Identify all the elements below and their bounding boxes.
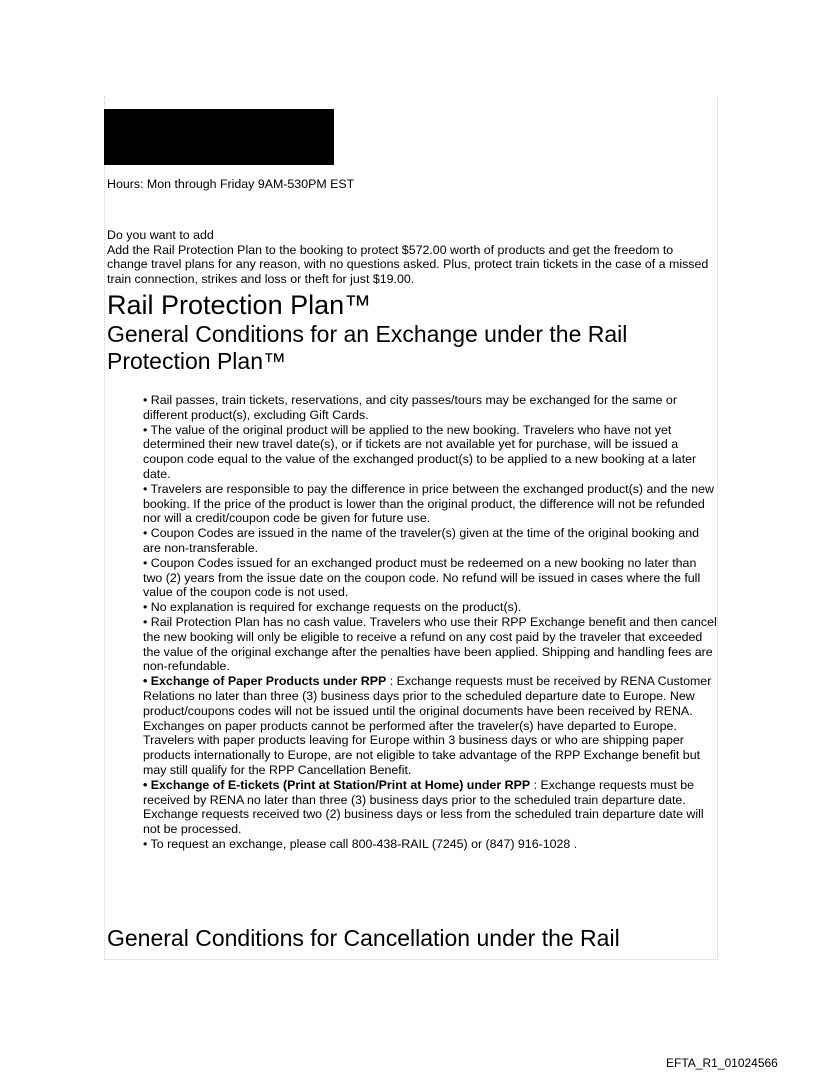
condition-item-paper-exchange [143, 674, 718, 778]
condition-item-contact [143, 837, 718, 852]
condition-item [143, 615, 718, 674]
condition-text: • Coupon Codes issued for an exchanged product must be redeemed on a new booking no later than two (2) years from the issue date on the coupon code. No refund will be issued in cases where the full value of the coupon code is not used. [143, 555, 701, 600]
document-id: EFTA_R1_01024566 [666, 1056, 778, 1070]
cancellation-heading: General Conditions for Cancellation under the Rail [107, 925, 620, 951]
condition-text: • Rail Protection Plan has no cash value. Travelers who use their RPP Exchange benefit and then cancel the new booking will only be eligible to receive a refund on any cost paid by the traveler that exceeded the value of the original exchange after the penalties have been applied. Shipping and handling fees are non-refundable. [143, 614, 717, 674]
condition-text: • Travelers are responsible to pay the difference in price between the exchanged product(s) and the new booking. If the price of the product is lower than the original product, the difference will not be refunded nor will a credit/coupon code be given for future use. [143, 481, 714, 526]
condition-text: • No explanation is required for exchange requests on the product(s). [143, 600, 522, 615]
condition-text: • The value of the original product will be applied to the new booking. Travelers who have not yet determined their new travel date(s), or if tickets are not available yet for purchase, will be issued a coupon code equal to the value of the exchanged product(s) to be applied to a new booking at a later date. [143, 422, 697, 481]
redaction-block [104, 109, 334, 165]
condition-item [143, 393, 718, 423]
condition-item-eticket-exchange [143, 778, 718, 837]
condition-lead: • Exchange of E-tickets (Print at Station/Print at Home) under RPP [143, 777, 531, 792]
exchange-conditions-list [143, 393, 718, 852]
condition-text: • Rail passes, train tickets, reservations, and city passes/tours may be exchanged for the same or different product(s), excluding Gift Cards. [143, 393, 677, 422]
condition-lead: • Exchange of Paper Products under RPP [143, 674, 387, 689]
intro-section [107, 228, 717, 286]
condition-text: : Exchange requests must be received by RENA Customer Relations no later than three (3) business days prior to the scheduled departure date to Europe. New product/coupons codes will not be issued until the original documents have been received by RENA. Exchanges on paper products cannot be performed after the traveler(s) have departed to Europe. Travelers with paper products leaving for Europe within 3 business days or who are shipping paper products internationally to Europe, are not eligible to take advantage of the RPP Exchange benefit but may still qualify for the RPP Cancellation Benefit. [143, 674, 712, 777]
condition-item [143, 482, 718, 526]
condition-text: : Exchange requests must be received by RENA no later than three (3) business days prior to the scheduled train departure date. Exchange requests received two (2) business days or less from the scheduled train departure date will not be processed. [143, 777, 704, 837]
intro-question: Do you want to add [107, 228, 214, 242]
condition-item [143, 600, 718, 615]
condition-item [143, 556, 718, 600]
condition-item [143, 423, 718, 482]
business-hours: Hours: Mon through Friday 9AM-530PM EST [107, 177, 355, 191]
condition-text: • To request an exchange, please call 800-438-RAIL (7245) or (847) 916-1028 . [143, 836, 578, 851]
condition-item [143, 526, 718, 556]
condition-text: • Coupon Codes are issued in the name of the traveler(s) given at the time of the original booking and are non-transferable. [143, 526, 700, 555]
exchange-heading: General Conditions for an Exchange under the Rail Protection Plan™ [107, 321, 628, 374]
intro-offer: Add the Rail Protection Plan to the booking to protect $572.00 worth of products and get the freedom to change travel plans for any reason, with no questions asked. Plus, protect train tickets in the case of a missed train connection, strikes and loss or theft for just $19.00. [107, 242, 709, 286]
plan-title: Rail Protection Plan™ [107, 290, 372, 320]
